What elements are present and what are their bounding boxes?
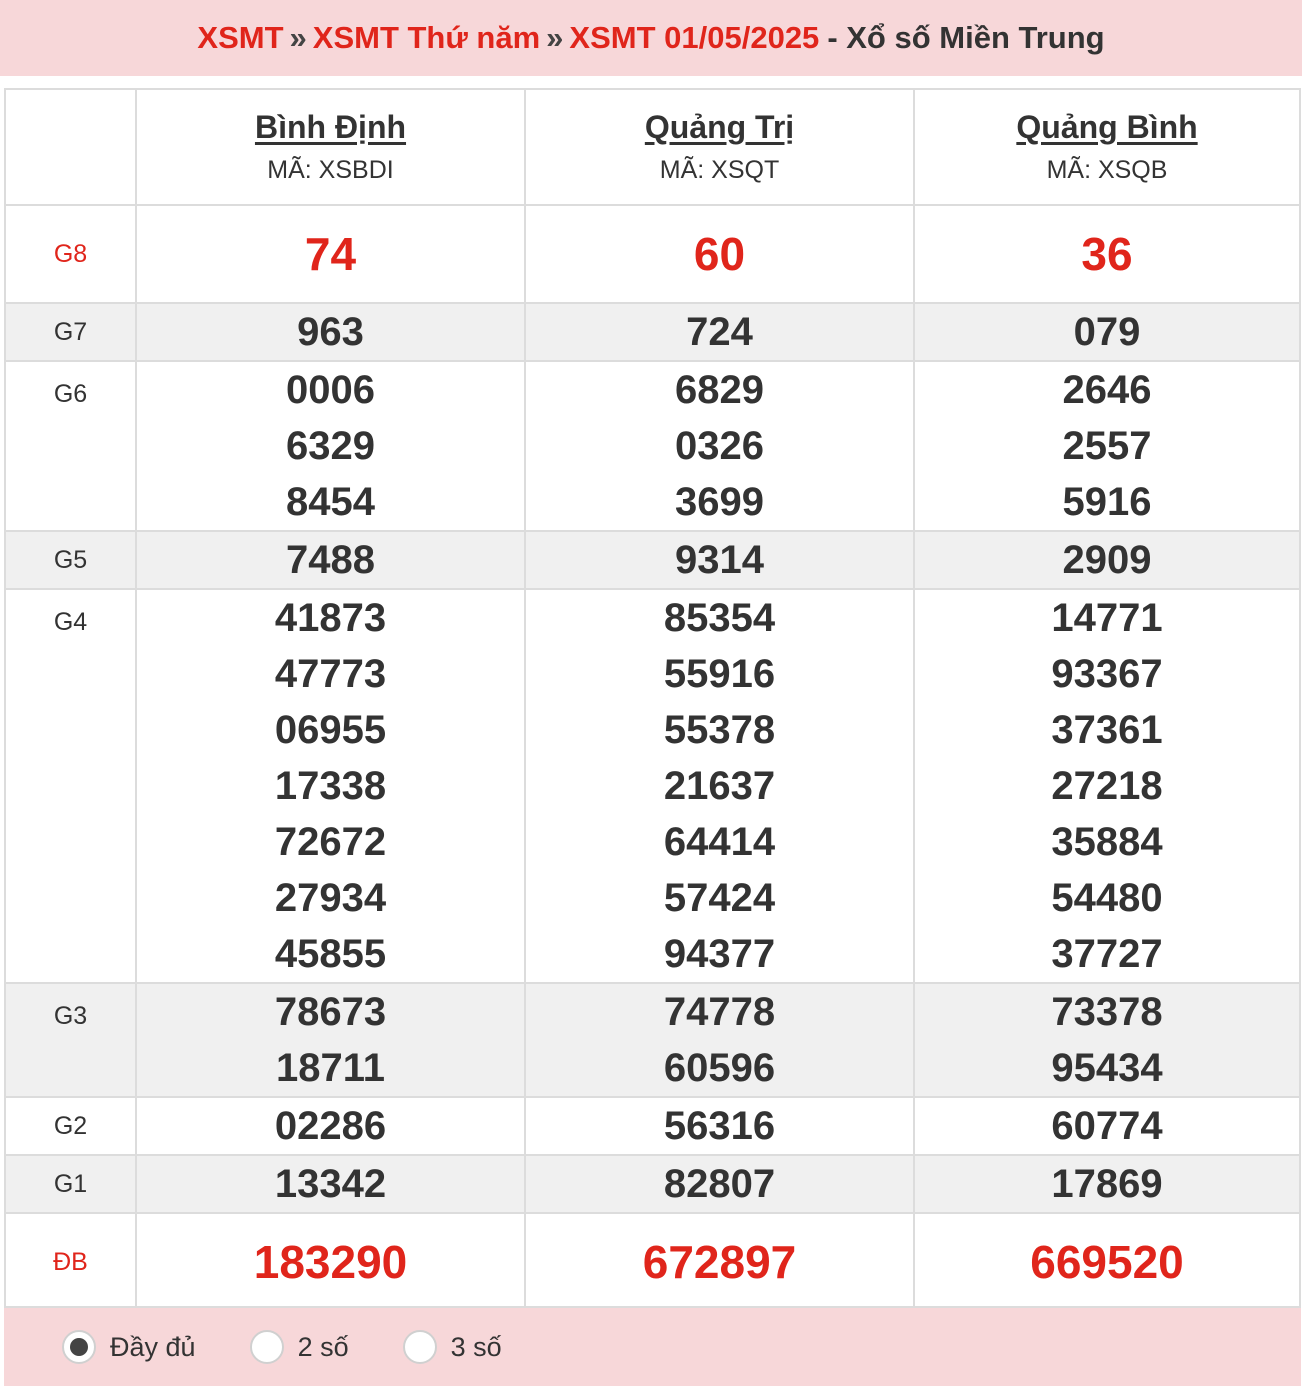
prize-number: 2557 (1062, 424, 1152, 468)
province-code: MÃ: XSQB (1046, 156, 1168, 184)
prize-cell (136, 303, 525, 361)
prize-cell (525, 983, 914, 1097)
breadcrumb-weekday-link[interactable]: XSMT Thứ năm (312, 20, 541, 55)
prize-cell (525, 361, 914, 531)
prize-label: G5 (6, 531, 136, 589)
prize-cell (136, 1155, 525, 1213)
radio-button[interactable] (62, 1330, 96, 1364)
prize-number: 94377 (663, 932, 776, 976)
prize-cell (525, 205, 914, 303)
prize-cell (525, 303, 914, 361)
prize-cell (914, 589, 1299, 983)
breadcrumb-xsmt-link[interactable]: XSMT (197, 20, 284, 55)
prize-number: 079 (1073, 310, 1141, 354)
prize-cell (136, 589, 525, 983)
page-header (0, 0, 1302, 76)
radio-label: Đầy đủ (110, 1331, 196, 1362)
prize-row (6, 531, 1299, 589)
prize-number: 14771 (1051, 596, 1163, 640)
prize-label: G6 (6, 361, 136, 531)
radio-3-digits[interactable] (403, 1330, 502, 1364)
prize-number: 54480 (1051, 876, 1163, 920)
prize-cell (525, 1213, 914, 1311)
page-title-suffix: - Xổ số Miền Trung (827, 20, 1105, 55)
prize-number: 35884 (1051, 820, 1163, 864)
prize-number: 13342 (274, 1162, 387, 1206)
prize-label: G8 (6, 205, 136, 303)
prize-row (6, 983, 1299, 1097)
radio-button[interactable] (403, 1330, 437, 1364)
prize-cell (136, 1097, 525, 1155)
prize-row (6, 361, 1299, 531)
prize-number: 0326 (675, 424, 764, 468)
prize-label: ĐB (6, 1213, 136, 1311)
radio-selected-dot (70, 1338, 88, 1356)
prize-label: G4 (6, 589, 136, 983)
province-code: MÃ: XSBDI (267, 156, 394, 184)
prize-number: 6329 (286, 424, 375, 468)
prize-cell (914, 1155, 1299, 1213)
prize-cell (525, 1097, 914, 1155)
prize-number: 18711 (275, 1046, 386, 1090)
prize-cell (136, 205, 525, 303)
prize-number: 672897 (642, 1236, 797, 1288)
prize-cell (525, 1155, 914, 1213)
prize-number: 17869 (1051, 1162, 1163, 1206)
breadcrumb-date-link[interactable]: XSMT 01/05/2025 (569, 20, 820, 55)
prize-row (6, 1155, 1299, 1213)
prize-number: 183290 (253, 1236, 408, 1288)
prize-number: 6829 (675, 368, 764, 412)
prize-number: 56316 (663, 1104, 776, 1148)
prize-number: 41873 (274, 596, 387, 640)
prize-number: 64414 (663, 820, 776, 864)
prize-row (6, 303, 1299, 361)
prize-number: 06955 (274, 708, 387, 752)
province-link[interactable]: Quảng Bình (1016, 109, 1198, 145)
prize-label: G2 (6, 1097, 136, 1155)
prize-number: 963 (297, 310, 364, 354)
radio-label: 3 số (450, 1331, 502, 1362)
prize-number: 21637 (663, 764, 776, 808)
prize-number: 47773 (274, 652, 387, 696)
province-header-row (6, 90, 1299, 205)
prize-rows (6, 205, 1299, 1311)
prize-number: 2646 (1062, 368, 1152, 412)
prize-number: 3699 (675, 480, 764, 524)
prize-cell (525, 531, 914, 589)
prize-number: 669520 (1030, 1236, 1184, 1288)
prize-label: G3 (6, 983, 136, 1097)
radio-button[interactable] (250, 1330, 284, 1364)
prize-number: 2909 (1062, 538, 1152, 582)
prize-row (6, 205, 1299, 303)
prize-number: 60 (693, 228, 746, 280)
prize-cell (914, 531, 1299, 589)
prize-number: 0006 (286, 368, 375, 412)
prize-cell (914, 205, 1299, 303)
province-link[interactable]: Bình Định (254, 109, 407, 145)
prize-row (6, 589, 1299, 983)
province-link[interactable]: Quảng Trị (644, 109, 795, 145)
prize-label: G1 (6, 1155, 136, 1213)
prize-number: 74 (304, 228, 357, 280)
prize-cell (136, 1213, 525, 1311)
prize-number: 7488 (286, 538, 375, 582)
prize-cell (525, 589, 914, 983)
radio-2-digits[interactable] (250, 1330, 349, 1364)
results-table-container (4, 88, 1301, 1308)
prize-cell (914, 1213, 1299, 1311)
digit-filter-bar (4, 1308, 1301, 1386)
prize-number: 85354 (663, 596, 776, 640)
prize-row (6, 1097, 1299, 1155)
prize-cell (136, 983, 525, 1097)
prize-number: 60774 (1051, 1104, 1163, 1148)
prize-cell (136, 531, 525, 589)
radio-full[interactable] (62, 1330, 196, 1364)
prize-number: 17338 (274, 764, 387, 808)
prize-number: 9314 (675, 538, 764, 582)
prize-number: 93367 (1051, 652, 1163, 696)
breadcrumb-separator: » (289, 20, 307, 55)
radio-label: 2 số (297, 1331, 349, 1362)
prize-number: 95434 (1051, 1046, 1163, 1090)
province-header-quang-binh (914, 90, 1299, 205)
prize-number: 27934 (274, 876, 387, 920)
prize-number: 72672 (274, 820, 387, 864)
prize-cell (914, 303, 1299, 361)
prize-number: 57424 (663, 876, 776, 920)
prize-cell (914, 1097, 1299, 1155)
prize-cell (136, 361, 525, 531)
province-code: MÃ: XSQT (659, 156, 780, 184)
prize-number: 02286 (274, 1104, 387, 1148)
province-header-quang-tri (525, 90, 914, 205)
prize-number: 55916 (663, 652, 776, 696)
results-table (6, 90, 1299, 1312)
prize-number: 55378 (663, 708, 776, 752)
prize-number: 8454 (286, 480, 375, 524)
prize-number: 5916 (1062, 480, 1152, 524)
prize-row (6, 1213, 1299, 1311)
header-blank-cell (6, 90, 136, 205)
province-header-binh-dinh (136, 90, 525, 205)
prize-number: 78673 (274, 990, 387, 1034)
prize-number: 60596 (663, 1046, 776, 1090)
prize-number: 724 (686, 310, 753, 354)
prize-cell (914, 361, 1299, 531)
prize-number: 37727 (1051, 932, 1163, 976)
breadcrumb-separator: » (546, 20, 564, 55)
prize-cell (914, 983, 1299, 1097)
prize-number: 37361 (1051, 708, 1163, 752)
prize-number: 36 (1081, 228, 1133, 280)
prize-number: 82807 (663, 1162, 776, 1206)
prize-number: 45855 (274, 932, 387, 976)
prize-number: 74778 (663, 990, 776, 1034)
prize-label: G7 (6, 303, 136, 361)
prize-number: 73378 (1051, 990, 1163, 1034)
prize-number: 27218 (1051, 764, 1163, 808)
